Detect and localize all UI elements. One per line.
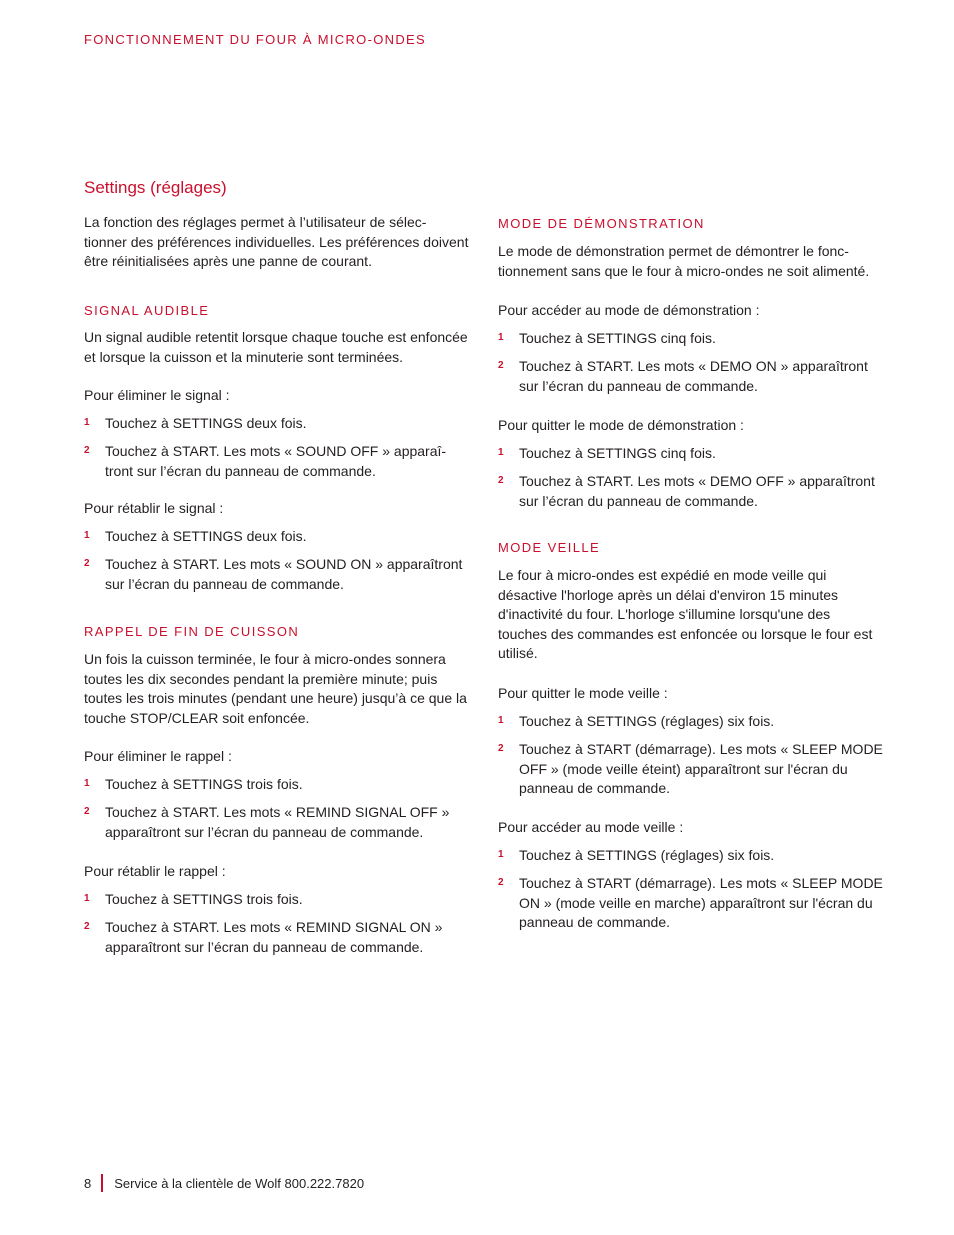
step-number: 1 bbox=[498, 715, 504, 726]
list-item bbox=[84, 803, 469, 842]
sleep-paragraph: Le four à micro-ondes est expédié en mode veille qui désactive l'horloge après un délai d'environ 15 minutes d'inactivité du four. L'horloge s'illumine lorsqu'une des touches des commandes est enfoncée ou lorsque le four est utilisé. bbox=[498, 567, 873, 662]
step-text: Touchez à START. Les mots « REMIND SIGNAL ON » apparaîtront sur l’écran du panneau de commande. bbox=[105, 919, 443, 955]
step-number: 1 bbox=[498, 447, 504, 458]
remind-paragraph: Un fois la cuisson terminée, le four à micro-ondes sonnera toutes les dix secondes pendant la première minute; puis toutes les trois minutes (pendant une heure) jusqu’à ce que la touche STOP/CLEAR soit enfoncée. bbox=[84, 651, 467, 726]
list-item bbox=[498, 444, 883, 464]
signal-paragraph: Un signal audible retentit lorsque chaque touche est enfoncée et lorsque la cuisson et la minuterie sont terminées. bbox=[84, 329, 468, 365]
step-text: Touchez à SETTINGS trois fois. bbox=[105, 776, 303, 792]
step-text: Touchez à SETTINGS (réglages) six fois. bbox=[519, 713, 775, 729]
list-item bbox=[498, 329, 883, 349]
list-item bbox=[84, 414, 469, 434]
step-number: 2 bbox=[84, 445, 90, 456]
signal-on-title: Pour rétablir le signal : bbox=[84, 500, 224, 516]
step-number: 1 bbox=[84, 778, 90, 789]
step-text: Touchez à START (démarrage). Les mots « SLEEP MODE ON » (mode veille en marche) apparaîtront sur l'écran du panneau de commande. bbox=[519, 875, 883, 931]
sleep-off-title: Pour quitter le mode veille : bbox=[498, 685, 668, 701]
list-item bbox=[498, 472, 883, 511]
step-number: 1 bbox=[84, 893, 90, 904]
sleep-on-title: Pour accéder au mode veille : bbox=[498, 819, 684, 835]
step-number: 1 bbox=[498, 849, 504, 860]
list-item bbox=[498, 357, 883, 396]
list-item bbox=[84, 555, 469, 594]
step-number: 2 bbox=[84, 558, 90, 569]
page-number: 8 bbox=[84, 1175, 92, 1191]
signal-off-title: Pour éliminer le signal : bbox=[84, 387, 230, 403]
step-text: Touchez à SETTINGS trois fois. bbox=[105, 891, 303, 907]
step-number: 1 bbox=[498, 332, 504, 343]
demo-off-title: Pour quitter le mode de démonstration : bbox=[498, 417, 744, 433]
list-item bbox=[84, 890, 469, 910]
sleep-heading: MODE VEILLE bbox=[498, 540, 601, 555]
step-text: Touchez à SETTINGS deux fois. bbox=[105, 415, 307, 431]
step-number: 2 bbox=[84, 806, 90, 817]
step-number: 2 bbox=[498, 877, 504, 888]
step-text: Touchez à START (démarrage). Les mots « SLEEP MODE OFF » (mode veille éteint) apparaîtront sur l'écran du panneau de commande. bbox=[519, 741, 883, 797]
page-footer bbox=[84, 1174, 364, 1192]
step-number: 1 bbox=[84, 530, 90, 541]
step-text: Touchez à START. Les mots « SOUND ON » apparaîtront sur l’écran du panneau de commande. bbox=[105, 556, 463, 592]
remind-heading: RAPPEL DE FIN DE CUISSON bbox=[84, 624, 300, 639]
footer-divider bbox=[101, 1174, 103, 1192]
list-item bbox=[498, 712, 883, 732]
demo-paragraph: Le mode de démonstration permet de démontrer le fonc-tionnement sans que le four à micro-ondes ne soit alimenté. bbox=[498, 243, 870, 279]
step-text: Touchez à SETTINGS (réglages) six fois. bbox=[519, 847, 775, 863]
step-text: Touchez à SETTINGS cinq fois. bbox=[519, 330, 716, 346]
list-item bbox=[84, 775, 469, 795]
service-text: Service à la clientèle de Wolf 800.222.7820 bbox=[114, 1175, 365, 1191]
list-item bbox=[84, 442, 469, 481]
list-item bbox=[84, 527, 469, 547]
demo-heading: MODE DE DÉMONSTRATION bbox=[498, 216, 705, 231]
intro-paragraph: La fonction des réglages permet à l’utilisateur de sélec-tionner des préférences individuelles. Les préférences doivent être réinitialisées après une panne de courant. bbox=[84, 214, 469, 270]
step-number: 2 bbox=[498, 743, 504, 754]
step-text: Touchez à START. Les mots « DEMO ON » apparaîtront sur l’écran du panneau de commande. bbox=[519, 358, 868, 394]
remind-off-title: Pour éliminer le rappel : bbox=[84, 748, 232, 764]
step-text: Touchez à SETTINGS cinq fois. bbox=[519, 445, 716, 461]
step-number: 1 bbox=[84, 417, 90, 428]
step-number: 2 bbox=[498, 360, 504, 371]
step-text: Touchez à START. Les mots « SOUND OFF » apparaî-tront sur l’écran du panneau de commande. bbox=[105, 443, 447, 479]
list-item bbox=[498, 740, 883, 799]
signal-heading: SIGNAL AUDIBLE bbox=[84, 303, 210, 318]
list-item bbox=[498, 874, 883, 933]
step-text: Touchez à START. Les mots « REMIND SIGNAL OFF » apparaîtront sur l’écran du panneau de commande. bbox=[105, 804, 450, 840]
running-head: FONCTIONNEMENT DU FOUR À MICRO-ONDES bbox=[84, 32, 426, 47]
list-item bbox=[84, 918, 469, 957]
step-text: Touchez à START. Les mots « DEMO OFF » apparaîtront sur l’écran du panneau de commande. bbox=[519, 473, 875, 509]
list-item bbox=[498, 846, 883, 866]
remind-on-title: Pour rétablir le rappel : bbox=[84, 863, 226, 879]
demo-on-title: Pour accéder au mode de démonstration : bbox=[498, 302, 760, 318]
step-number: 2 bbox=[84, 921, 90, 932]
section-title: Settings (réglages) bbox=[84, 178, 227, 197]
step-number: 2 bbox=[498, 475, 504, 486]
step-text: Touchez à SETTINGS deux fois. bbox=[105, 528, 307, 544]
